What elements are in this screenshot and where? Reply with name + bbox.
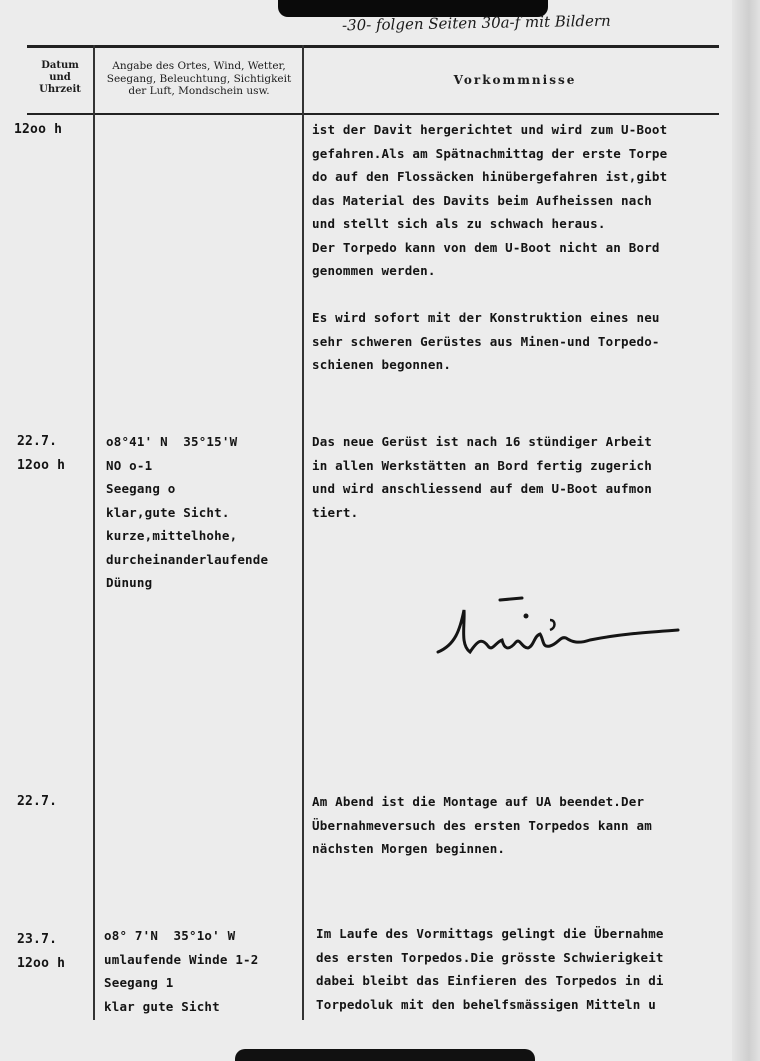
table-top-border [27, 45, 719, 48]
header-events: Vorkommnisse [453, 73, 577, 87]
handwritten-annotation: -30- folgen Seiten 30a-f mit Bildern [341, 11, 611, 35]
page-edge [732, 0, 760, 1061]
entry-date: 22.7. [17, 794, 58, 809]
entry-events: Das neue Gerüst ist nach 16 stündiger Arbeit in allen Werkstätten an Bord fertig zugerich und wird anschliessend auf dem U-Boot aufmon tiert. [312, 434, 652, 520]
entry-date: 12oo h [14, 122, 63, 137]
entry-place: o8°41' N 35°15'W NO o-1 Seegang o klar,gute Sicht. kurze,mittelhohe, durcheinanderlaufende Dünung [106, 434, 269, 590]
entry-place: o8° 7'N 35°1o' W umlaufende Winde 1-2 Seegang 1 klar gute Sicht [104, 928, 259, 1014]
column-divider-2 [302, 45, 304, 1020]
header-place-weather: Angabe des Ortes, Wind, Wetter, Seegang, Beleuchtung, Sichtigkeit der Luft, Mondschein usw. [106, 60, 292, 97]
header-date-time: Datum und Uhrzeit [39, 60, 81, 95]
header-bottom-border [27, 113, 719, 115]
entry-date: 22.7. 12oo h [17, 434, 66, 473]
column-divider-1 [93, 45, 95, 1020]
entry-events: Am Abend ist die Montage auf UA beendet.Der Übernahmeversuch des ersten Torpedos kann am nächsten Morgen beginnen. [312, 794, 652, 856]
entry-events: Im Laufe des Vormittags gelingt die Übernahme des ersten Torpedos.Die grösste Schwierigkeit dabei bleibt das Einfieren des Torpedos in di Torpedoluk mit den behelfsmässigen Mitteln u [316, 926, 664, 1012]
entry-date: 23.7. 12oo h [17, 932, 66, 971]
signature [430, 590, 685, 670]
entry-events: ist der Davit hergerichtet und wird zum U-Boot gefahren.Als am Spätnachmittag der erste Torpe do auf den Flossäcken hinübergefahren ist,gibt das Material des Davits beim Aufheissen nach und stellt sich als zu schwach heraus. Der Torpedo kann von dem U-Boot nicht an Bord genommen werden. Es wird sofort mit der Konstruktion eines neu sehr schweren Gerüstes aus Minen-und Torpedo- schienen begonnen. [312, 122, 668, 372]
bottom-scan-blot [235, 1049, 535, 1061]
